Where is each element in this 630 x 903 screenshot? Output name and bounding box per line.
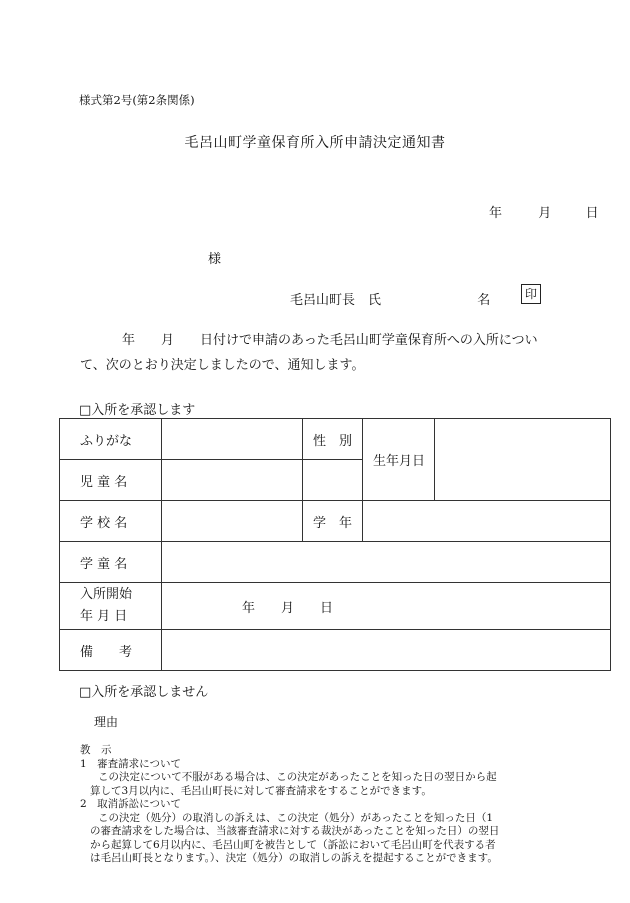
notice-item1-title: 1 審査請求について: [80, 757, 181, 770]
child-info-table: [59, 418, 611, 671]
school-field[interactable]: [162, 501, 303, 542]
issue-date: [489, 202, 599, 221]
notice-item2-title: 2 取消訴訟について: [80, 798, 181, 810]
approve-checkbox-label[interactable]: □入所を承認します: [79, 403, 196, 418]
mayor-line: [290, 289, 490, 308]
date-month: 月: [538, 206, 552, 221]
date-year: 年: [489, 206, 503, 221]
gender-label: 性 別: [303, 419, 363, 460]
gender-field[interactable]: [303, 460, 363, 501]
notice-heading: 教 示: [80, 744, 112, 756]
seal-box: 印: [521, 284, 541, 304]
mayor-title: 毛呂山町長 氏: [290, 293, 382, 308]
notice-item1-line1: この決定について不服がある場合は、この決定があったことを知った日の翌日から起: [98, 771, 497, 783]
furigana-field[interactable]: [162, 419, 303, 460]
reason-label: 理由: [94, 715, 119, 729]
grade-field[interactable]: [363, 501, 611, 542]
child-name-field[interactable]: [162, 460, 303, 501]
notice-item2-line1: この決定（処分）の取消しの訴えは、この決定（処分）があったことを知った日（1: [98, 811, 494, 824]
deny-checkbox-label[interactable]: □入所を承認しません: [79, 685, 209, 700]
club-label: 学 童 名: [60, 542, 162, 583]
intro-line-2: て、次のとおり決定しましたので、通知します。: [80, 358, 365, 373]
date-day: 日: [585, 206, 599, 221]
start-date-label-line2: 年 月 日: [80, 609, 128, 624]
remarks-field[interactable]: [162, 630, 611, 671]
form-number: 様式第2号(第2条関係): [79, 93, 195, 107]
birthdate-label: 生年月日: [363, 419, 435, 501]
remarks-label: 備 考: [60, 630, 162, 671]
notice-item2-line4: は毛呂山町長となります。）、決定（処分）の取消しの訴えを提起することができます。: [90, 852, 498, 864]
document-title: 毛呂山町学童保育所入所申請決定通知書: [184, 135, 446, 151]
start-date-label-line1: 入所開始: [80, 587, 133, 602]
intro-paragraph: [80, 328, 600, 378]
child-name-label: 児 童 名: [60, 460, 162, 501]
start-date-field[interactable]: 年 月 日: [162, 583, 611, 630]
notice-item1-line2: 算して3月以内に、毛呂山町長に対して審査請求をすることができます。: [90, 784, 432, 797]
notice-item2-line3: から起算して6月以内に、毛呂山町を被告として（訴訟において毛呂山町を代表する者: [90, 838, 496, 851]
grade-label: 学 年: [303, 501, 363, 542]
birthdate-field[interactable]: [435, 419, 611, 501]
intro-line-1: 年 月 日付けで申請のあった毛呂山町学童保育所への入所につい: [122, 333, 538, 348]
notice-section: [80, 744, 610, 866]
club-field[interactable]: [162, 542, 611, 583]
furigana-label: ふりがな: [60, 419, 162, 460]
notice-item2-line2: の審査請求をした場合は、当該審査請求に対する裁決があったことを知った日）の翌日: [90, 825, 500, 837]
school-label: 学 校 名: [60, 501, 162, 542]
start-date-label: [60, 583, 162, 630]
name-label: 名: [477, 293, 491, 308]
addressee-honorific: 様: [208, 252, 222, 267]
